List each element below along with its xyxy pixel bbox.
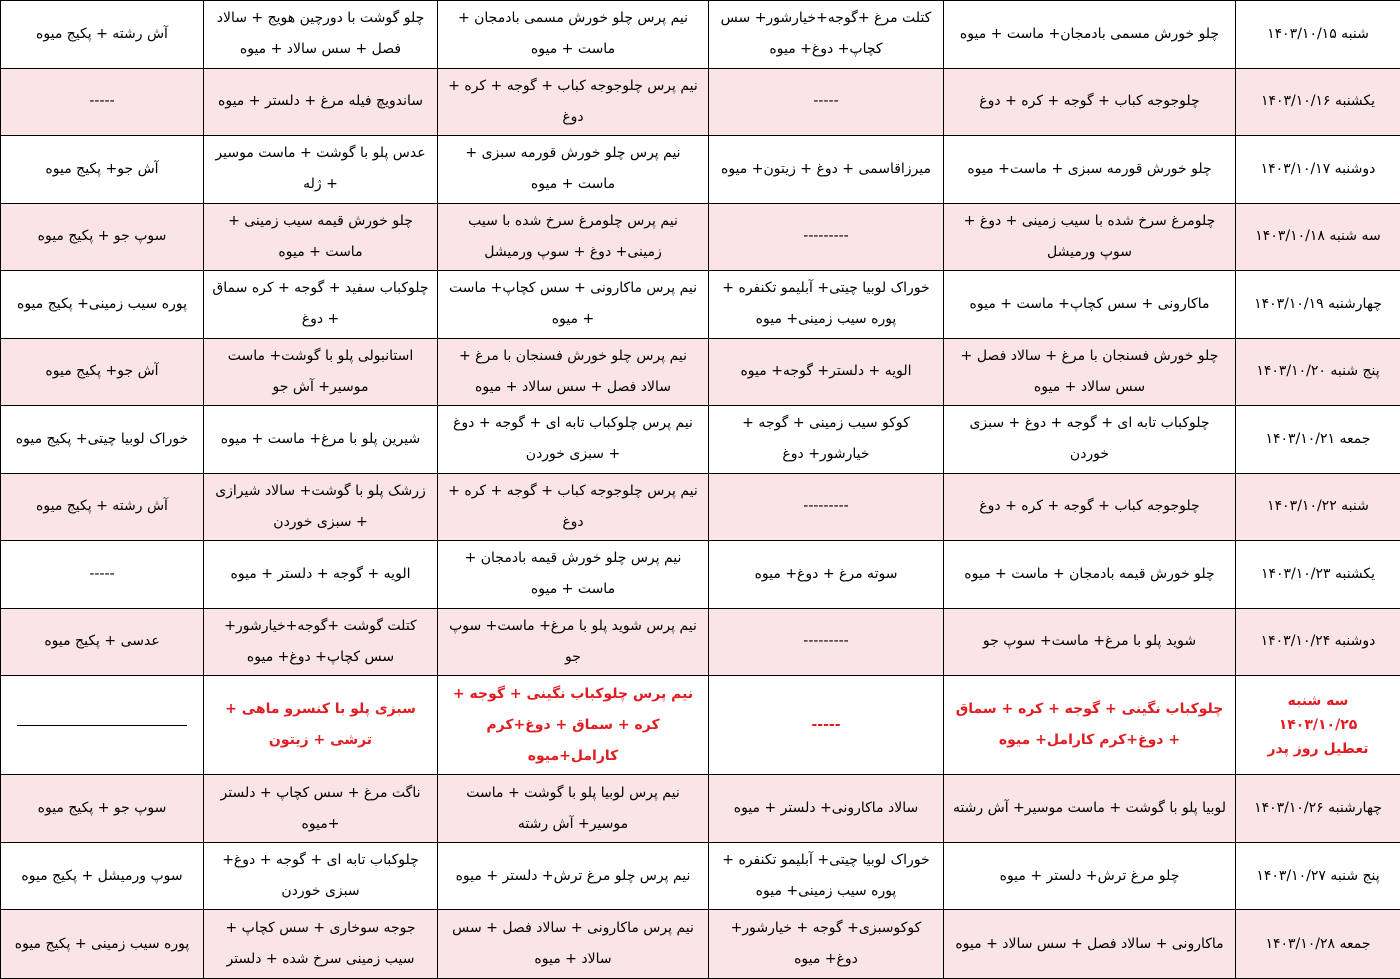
second-meal-cell: کتلت گوشت +گوجه+خیارشور+ سس کچاپ+ دوغ+ میوه (204, 608, 438, 676)
date-cell: پنج شنبه ۱۴۰۳/۱۰/۲۰ (1236, 338, 1400, 406)
holiday-menu-row (1, 676, 1400, 775)
half-portion-meal-cell: نیم پرس چلو خورش قیمه بادمجان + ماست + میوه (438, 541, 709, 609)
second-meal-cell: چلو خورش قیمه سیب زمینی + ماست + میوه (204, 203, 438, 271)
menu-row (1, 338, 1400, 406)
date-cell: شنبه ۱۴۰۳/۱۰/۱۵ (1236, 1, 1400, 69)
second-meal-cell: سبزی پلو با کنسرو ماهی + ترشی + زیتون (204, 676, 438, 775)
menu-row (1, 473, 1400, 541)
second-meal-cell: زرشک پلو با گوشت+ سالاد شیرازی + سبزی خوردن (204, 473, 438, 541)
second-meal-cell: عدس پلو با گوشت + ماست موسیر + ژله (204, 136, 438, 204)
alternative-meal-cell: کوکو سیب زمینی + گوجه + خیارشور+ دوغ (709, 406, 944, 474)
extra-meal-cell: آش رشته + پکیج میوه (1, 1, 204, 69)
alternative-meal-cell: سالاد ماکارونی+ دلستر + میوه (709, 775, 944, 843)
extra-meal-cell: ----- (1, 541, 204, 609)
half-portion-meal-cell: نیم پرس چلو مرغ ترش+ دلستر + میوه (438, 842, 709, 910)
half-portion-meal-cell: نیم پرس ماکارونی + سس کچاپ+ ماست + میوه (438, 271, 709, 339)
menu-row (1, 775, 1400, 843)
menu-row (1, 68, 1400, 136)
second-meal-cell: شیرین پلو با مرغ+ ماست + میوه (204, 406, 438, 474)
half-portion-meal-cell: نیم پرس چلوجوجه کباب + گوجه + کره + دوغ (438, 473, 709, 541)
extra-meal-cell: سوپ ورمیشل + پکیج میوه (1, 842, 204, 910)
main-meal-cell: چلو خورش قیمه بادمجان + ماست + میوه (944, 541, 1236, 609)
menu-row (1, 136, 1400, 204)
alternative-meal-cell: --------- (709, 473, 944, 541)
menu-row (1, 406, 1400, 474)
alternative-meal-cell: الویه + دلستر+ گوجه+ میوه (709, 338, 944, 406)
date-cell: جمعه ۱۴۰۳/۱۰/۲۱ (1236, 406, 1400, 474)
main-meal-cell: ماکارونی + سس کچاپ+ ماست + میوه (944, 271, 1236, 339)
alternative-meal-cell: خوراک لوبیا چیتی+ آبلیمو تکنفره + پوره سیب زمینی+ میوه (709, 271, 944, 339)
date-cell: چهارشنبه ۱۴۰۳/۱۰/۱۹ (1236, 271, 1400, 339)
extra-meal-cell: سوپ جو + پکیج میوه (1, 775, 204, 843)
alternative-meal-cell: ----- (709, 68, 944, 136)
date-cell: چهارشنبه ۱۴۰۳/۱۰/۲۶ (1236, 775, 1400, 843)
half-portion-meal-cell: نیم پرس چلوکباب تابه ای + گوجه + دوغ + سبزی خوردن (438, 406, 709, 474)
alternative-meal-cell: کتلت مرغ +گوجه+خیارشور+ سس کچاپ+ دوغ+ میوه (709, 1, 944, 69)
alternative-meal-cell: کوکوسبزی+ گوجه + خیارشور+ دوغ+ میوه (709, 910, 944, 979)
second-meal-cell: الویه + گوجه + دلستر + میوه (204, 541, 438, 609)
alternative-meal-cell: خوراک لوبیا چیتی+ آبلیمو تکنفره + پوره سیب زمینی+ میوه (709, 842, 944, 910)
extra-meal-cell: خوراک لوبیا چیتی+ پکیج میوه (1, 406, 204, 474)
half-portion-meal-cell: نیم پرس لوبیا پلو با گوشت + ماست موسیر+ آش رشته (438, 775, 709, 843)
extra-meal-cell: آش جو+ پکیج میوه (1, 136, 204, 204)
second-meal-cell: چلوکباب تابه ای + گوجه + دوغ+ سبزی خوردن (204, 842, 438, 910)
date-cell: دوشنبه ۱۴۰۳/۱۰/۲۴ (1236, 608, 1400, 676)
half-portion-meal-cell: نیم پرس چلوکباب نگینی + گوجه + کره + سماق + دوغ+کرم کارامل+میوه (438, 676, 709, 775)
holiday-date-cell (1236, 676, 1400, 775)
date-cell: جمعه ۱۴۰۳/۱۰/۲۸ (1236, 910, 1400, 979)
main-meal-cell: چلو خورش قورمه سبزی + ماست+ میوه (944, 136, 1236, 204)
second-meal-cell: ناگت مرغ + سس کچاپ + دلستر +میوه (204, 775, 438, 843)
main-meal-cell: چلوکباب نگینی + گوجه + کره + سماق + دوغ+کرم کارامل+ میوه (944, 676, 1236, 775)
main-meal-cell: لوبیا پلو با گوشت + ماست موسیر+ آش رشته (944, 775, 1236, 843)
date-cell: یکشنبه ۱۴۰۳/۱۰/۱۶ (1236, 68, 1400, 136)
holiday-weekday: سه شنبه (1287, 693, 1349, 710)
extra-meal-cell: پوره سیب زمینی+ پکیج میوه (1, 271, 204, 339)
date-cell: یکشنبه ۱۴۰۳/۱۰/۲۳ (1236, 541, 1400, 609)
menu-row (1, 608, 1400, 676)
main-meal-cell: ماکارونی + سالاد فصل + سس سالاد + میوه (944, 910, 1236, 979)
extra-meal-cell: سوپ جو + پکیج میوه (1, 203, 204, 271)
holiday-date: ۱۴۰۳/۱۰/۲۵ (1278, 717, 1358, 734)
main-meal-cell: چلو خورش فسنجان با مرغ + سالاد فصل + سس سالاد + میوه (944, 338, 1236, 406)
second-meal-cell: چلوکباب سفید + گوجه + کره سماق + دوغ (204, 271, 438, 339)
alternative-meal-cell: میرزاقاسمی + دوغ + زیتون+ میوه (709, 136, 944, 204)
holiday-name: تعطیل روز پدر (1267, 741, 1369, 758)
extra-meal-cell: آش رشته + پکیج میوه (1, 473, 204, 541)
half-portion-meal-cell: نیم پرس چلومرغ سرخ شده با سیب زمینی+ دوغ + سوپ ورمیشل (438, 203, 709, 271)
extra-meal-cell: پوره سیب زمینی + پکیج میوه (1, 910, 204, 979)
main-meal-cell: چلوجوجه کباب + گوجه + کره + دوغ (944, 68, 1236, 136)
second-meal-cell: جوجه سوخاری + سس کچاپ + سیب زمینی سرخ شده + دلستر (204, 910, 438, 979)
empty-line-divider (17, 725, 187, 726)
menu-row (1, 842, 1400, 910)
half-portion-meal-cell: نیم پرس چلو خورش مسمی بادمجان + ماست + میوه (438, 1, 709, 69)
alternative-meal-cell: ----- (709, 676, 944, 775)
extra-meal-cell: ----- (1, 68, 204, 136)
date-cell: دوشنبه ۱۴۰۳/۱۰/۱۷ (1236, 136, 1400, 204)
menu-row (1, 203, 1400, 271)
half-portion-meal-cell: نیم پرس ماکارونی + سالاد فصل + سس سالاد + میوه (438, 910, 709, 979)
second-meal-cell: ساندویچ فیله مرغ + دلستر + میوه (204, 68, 438, 136)
main-meal-cell: چلومرغ سرخ شده با سیب زمینی + دوغ + سوپ ورمیشل (944, 203, 1236, 271)
menu-row (1, 271, 1400, 339)
menu-row (1, 1, 1400, 69)
half-portion-meal-cell: نیم پرس چلوجوجه کباب + گوجه + کره + دوغ (438, 68, 709, 136)
extra-meal-cell (1, 676, 204, 775)
main-meal-cell: چلوجوجه کباب + گوجه + کره + دوغ (944, 473, 1236, 541)
extra-meal-cell: عدسی + پکیج میوه (1, 608, 204, 676)
extra-meal-cell: آش جو+ پکیج میوه (1, 338, 204, 406)
menu-row (1, 541, 1400, 609)
half-portion-meal-cell: نیم پرس چلو خورش قورمه سبزی + ماست + میوه (438, 136, 709, 204)
main-meal-cell: چلو خورش مسمی بادمجان+ ماست + میوه (944, 1, 1236, 69)
alternative-meal-cell: سوته مرغ + دوغ+ میوه (709, 541, 944, 609)
alternative-meal-cell: --------- (709, 608, 944, 676)
date-cell: پنج شنبه ۱۴۰۳/۱۰/۲۷ (1236, 842, 1400, 910)
second-meal-cell: چلو گوشت با دورچین هویج + سالاد فصل + سس سالاد + میوه (204, 1, 438, 69)
main-meal-cell: چلو مرغ ترش+ دلستر + میوه (944, 842, 1236, 910)
menu-row (1, 910, 1400, 979)
main-meal-cell: شوید پلو با مرغ+ ماست+ سوپ جو (944, 608, 1236, 676)
alternative-meal-cell: --------- (709, 203, 944, 271)
main-meal-cell: چلوکباب تابه ای + گوجه + دوغ + سبزی خوردن (944, 406, 1236, 474)
half-portion-meal-cell: نیم پرس شوید پلو با مرغ+ ماست+ سوپ جو (438, 608, 709, 676)
date-cell: شنبه ۱۴۰۳/۱۰/۲۲ (1236, 473, 1400, 541)
second-meal-cell: استانبولی پلو با گوشت+ ماست موسیر+ آش جو (204, 338, 438, 406)
half-portion-meal-cell: نیم پرس چلو خورش فسنجان با مرغ + سالاد فصل + سس سالاد + میوه (438, 338, 709, 406)
date-cell: سه شنبه ۱۴۰۳/۱۰/۱۸ (1236, 203, 1400, 271)
